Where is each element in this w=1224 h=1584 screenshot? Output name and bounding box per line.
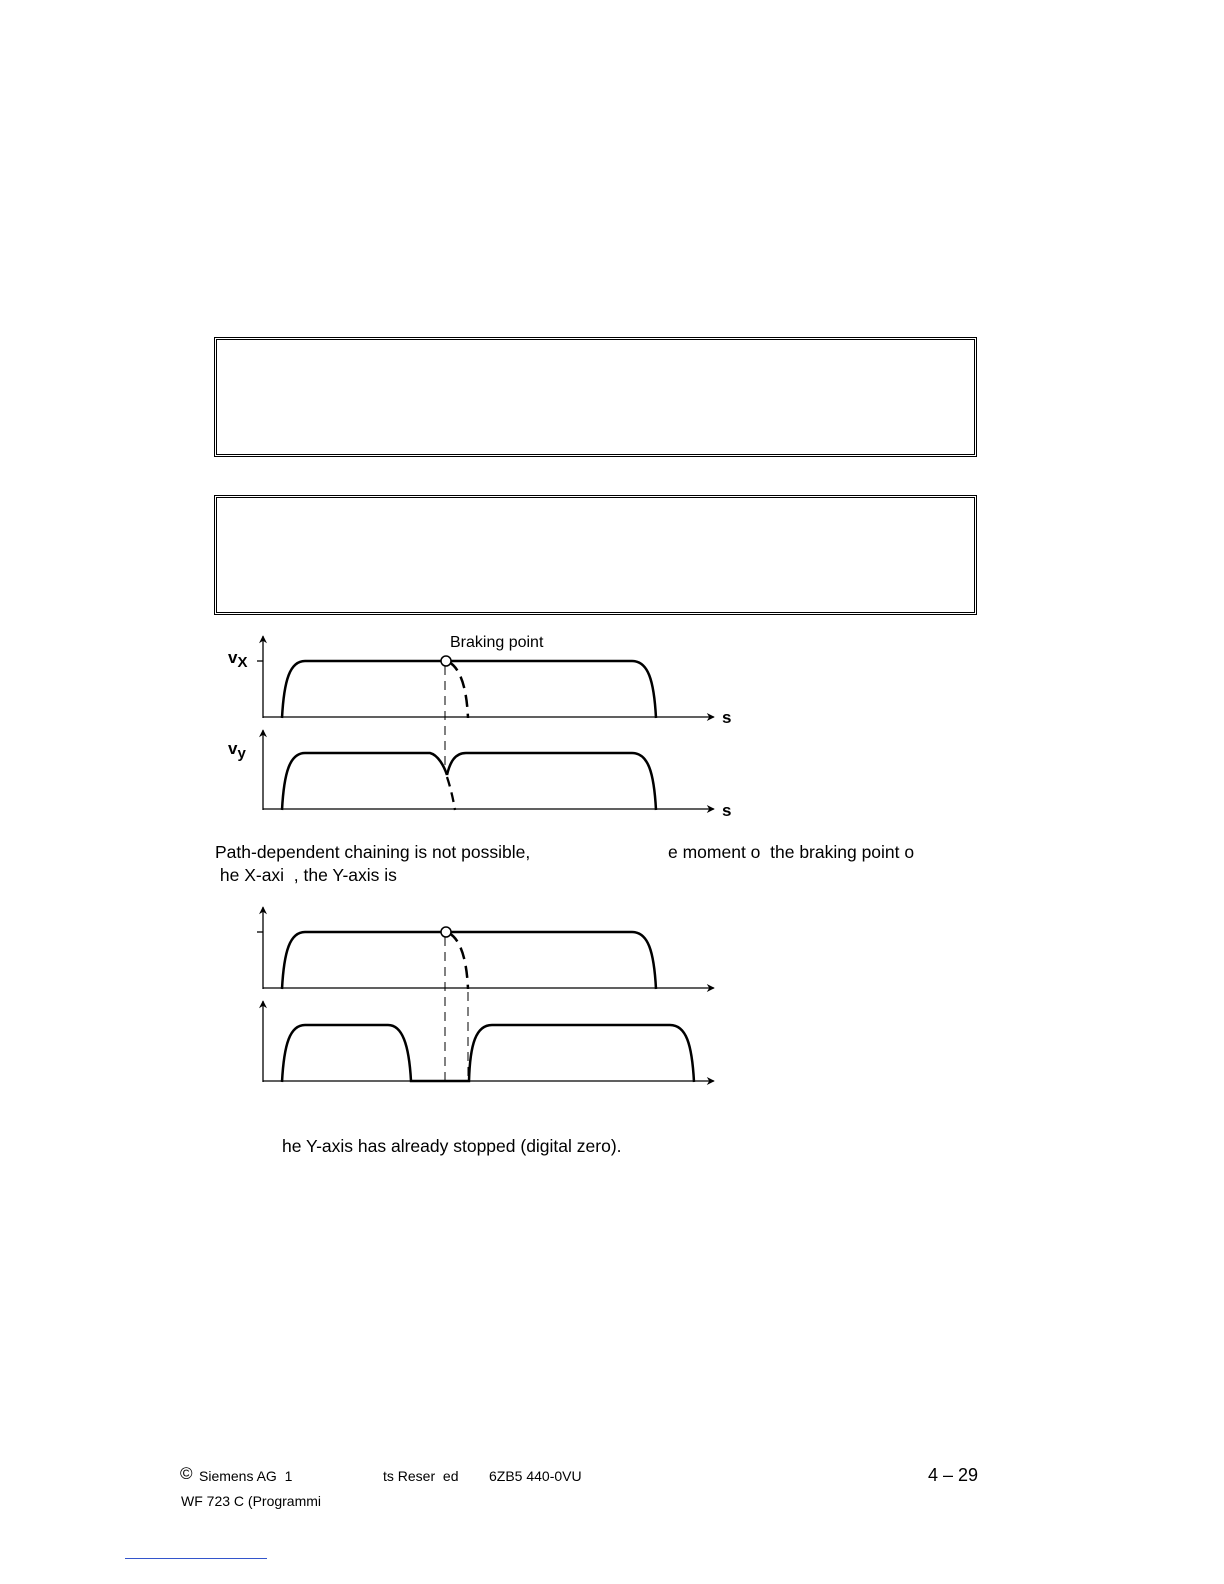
link-underline xyxy=(125,1558,267,1559)
footer-order-number: 6ZB5 440-0VU xyxy=(489,1468,582,1484)
vy-velocity-curve-left xyxy=(282,753,447,810)
diagram1-vx-plot xyxy=(257,636,714,770)
d2-braking-point-marker xyxy=(441,927,451,937)
vy-axis-label: vy xyxy=(228,739,246,762)
diagram2-vy-plot xyxy=(263,1001,714,1082)
caption1-part-a: Path-dependent chaining is not possible, xyxy=(215,842,531,862)
copyright-symbol: © xyxy=(180,1464,193,1483)
d2-vy-velocity-curve xyxy=(282,1025,694,1082)
diagram2-vx-plot xyxy=(257,907,714,1081)
vy-velocity-curve-right xyxy=(447,753,656,810)
footer-rights: ts Reser ed xyxy=(383,1468,459,1484)
footer-company: Siemens AG 1 xyxy=(199,1468,293,1484)
caption1-line2: he X-axi , the Y-axis is xyxy=(215,865,397,885)
s-axis-label-1: s xyxy=(722,708,732,727)
braking-point-marker xyxy=(441,656,451,666)
vx-braking-curve xyxy=(449,662,468,718)
braking-point-label: Braking point xyxy=(450,634,544,651)
diagram1-vy-plot xyxy=(263,730,714,810)
caption1-part-b: e moment o the braking point o xyxy=(668,842,915,862)
s-axis-label-2: s xyxy=(722,801,732,820)
caption2: he Y-axis has already stopped (digital zero). xyxy=(282,1136,622,1156)
d2-vx-velocity-curve xyxy=(282,932,656,989)
vx-velocity-curve xyxy=(282,661,656,718)
footer-doc-title: WF 723 C (Programmi xyxy=(181,1493,322,1509)
d2-vx-braking-curve xyxy=(449,933,468,989)
vy-dashed-drop xyxy=(447,777,455,810)
page-number: 4 – 29 xyxy=(928,1465,979,1485)
vx-axis-label: vX xyxy=(228,648,248,671)
